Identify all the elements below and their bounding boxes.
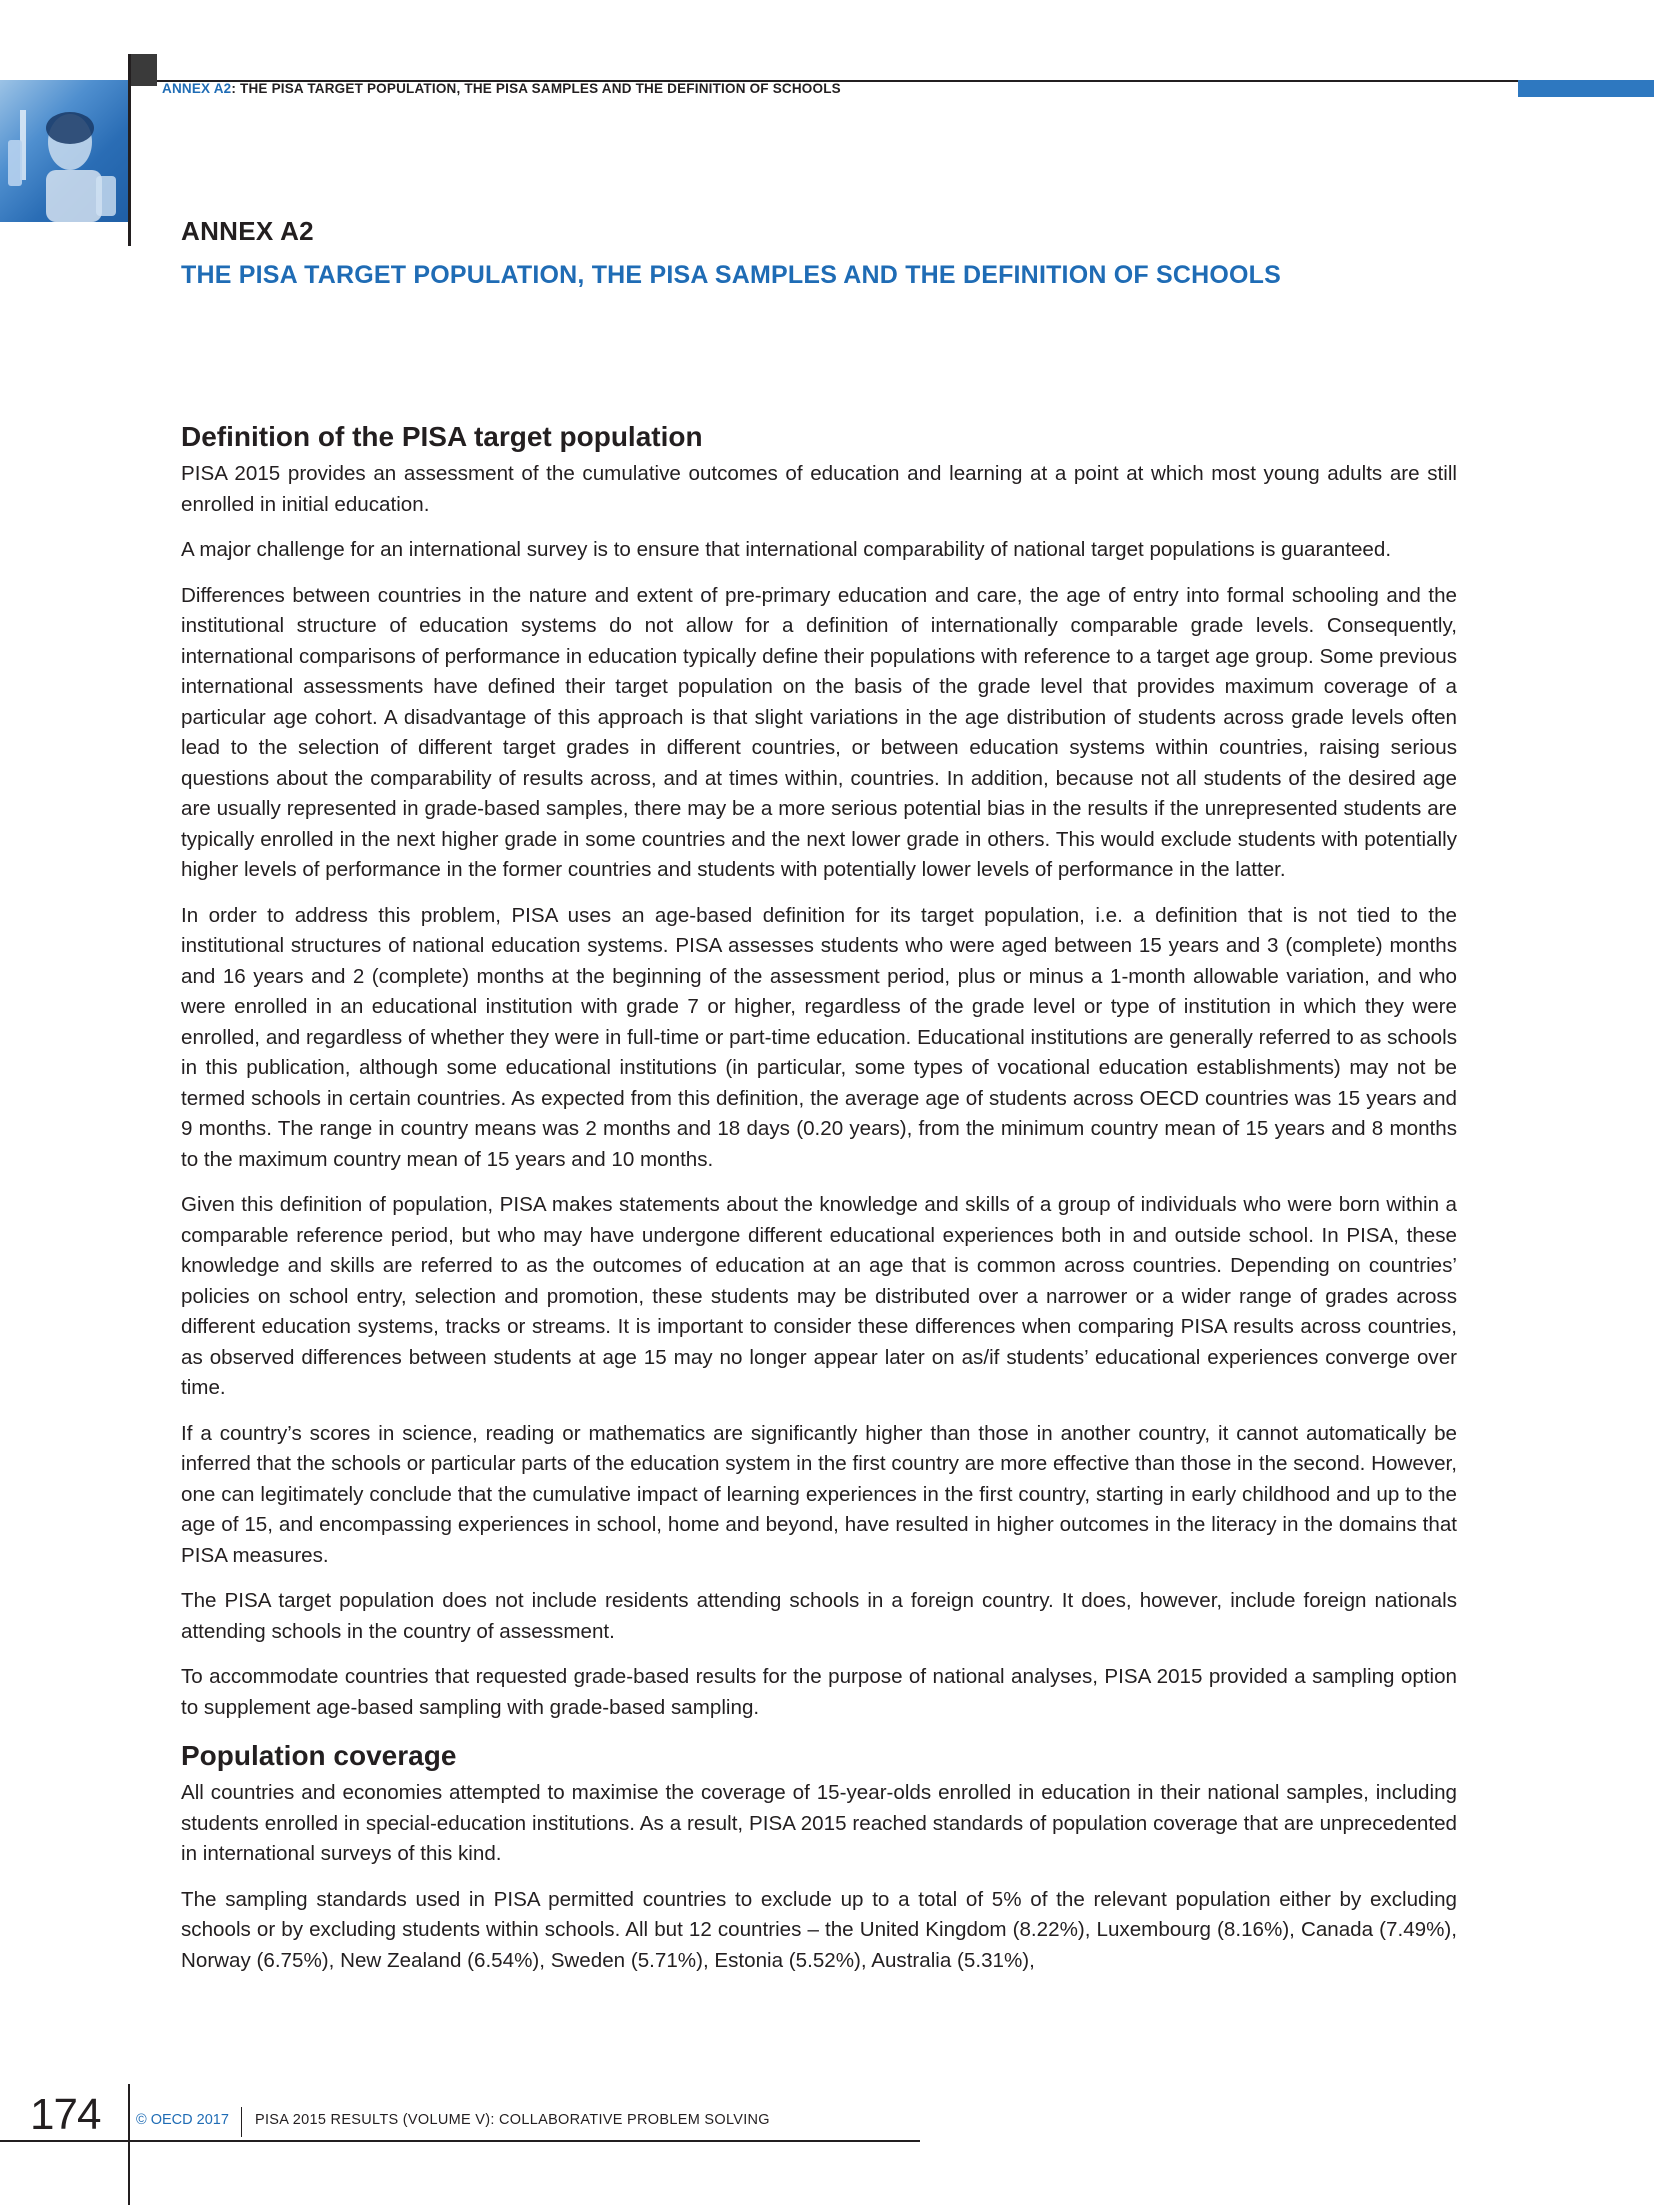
footer-horizontal-rule [0,2140,920,2142]
footer-separator [241,2107,242,2137]
paragraph: The PISA target population does not include residents attending schools in a foreign country. It does, however, include foreign nationals attending schools in the country of assessment. [181,1589,1457,1643]
paragraph: To accommodate countries that requested grade-based results for the purpose of national analyses, PISA 2015 provided a sampling option to supplement age-based sampling with grade-based sampling. [181,1665,1457,1719]
page-number: 174 [30,2090,101,2139]
footer-copyright: © OECD 2017 [136,2112,229,2128]
paragraph: Given this definition of population, PISA makes statements about the knowledge and skills of a group of individuals who were born within a comparable reference period, but who may have undergone different educational experiences both in and outside school. In PISA, these knowledge and skills are referred to as the outcomes of education at an age that is common across countries. Depending on countries’ policies on school entry, selection and promotion, these students may be distributed over a narrower or a wider range of grades across different education systems, tracks or streams. It is important to consider these differences when comparing PISA results across countries, as observed differences between students at age 15 may no longer appear later on as/if students’ educational experiences converge over time. [181,1193,1457,1399]
header-photo [0,80,128,222]
paragraph: A major challenge for an international survey is to ensure that international comparability of national target populations is guaranteed. [181,538,1392,561]
paragraph: All countries and economies attempted to maximise the coverage of 15-year-olds enrolled in education in their national samples, including students enrolled in special-education institutions. As a result, PISA 2015 reached standards of population coverage that are unprecedented in international surveys of this kind. [181,1781,1457,1865]
body-content [181,419,1457,1991]
paragraph: If a country’s scores in science, reading or mathematics are significantly higher than those in another country, it cannot automatically be inferred that the schools or particular parts of the education system in the first country are more effective than those in the second. However, one can legitimately conclude that the cumulative impact of learning experiences in the first country, starting in early childhood and up to the age of 15, and encompassing experiences in school, home and beyond, have resulted in higher outcomes in the literacy in the domains that PISA measures. [181,1421,1457,1567]
paragraph: In order to address this problem, PISA uses an age-based definition for its target population, i.e. a definition that is not tied to the institutional structures of national education systems. PISA assesses students who were aged between 15 years and 3 (complete) months and 16 years and 2 (complete) months at the beginning of the assessment period, plus or minus a 1-month allowable variation, and who were enrolled in an educational institution with grade 7 or higher, regardless of the grade level or type of institution in which they were enrolled, and regardless of whether they were in full-time or part-time education. Educational institutions are generally referred to as schools in this publication, although some educational institutions (in particular, some types of vocational education establishments) may not be termed schools in certain countries. As expected from this definition, the average age of students across OECD countries was 15 years and 9 months. The range in country means was 2 months and 18 days (0.20 years), from the minimum country mean of 15 years and 8 months to the maximum country mean of 15 years and 10 months. [181,903,1457,1171]
paragraph: Differences between countries in the nature and extent of pre-primary education and care, the age of entry into formal schooling and the institutional structure of education systems do not allow for a definition of internationally comparable grade levels. Consequently, international comparisons of performance in education typically define their populations with reference to a target age group. Some previous international assessments have defined their target population on the basis of the grade level that provides maximum coverage of a particular age cohort. A disadvantage of this approach is that slight variations in the age distribution of students across grade levels often lead to the selection of different target grades in different countries, or between education systems within countries, raising serious questions about the comparability of results across, and at times within, countries. In addition, because not all students of the desired age are usually represented in grade-based samples, there may be a more serious potential bias in the results if the unrepresented students are typically enrolled in the next higher grade in some countries and the next lower grade in others. This would exclude students with potentially higher levels of performance in the former countries and students with potentially lower levels of performance in the latter. [181,583,1457,881]
section-heading-population-coverage: Population coverage [181,1740,457,1771]
header-dark-block [131,54,157,86]
running-head-annex: ANNEX A2 [162,81,232,96]
footer-publication-title: PISA 2015 RESULTS (VOLUME V): COLLABORATIVE PROBLEM SOLVING [255,2112,770,2128]
running-head-title: : THE PISA TARGET POPULATION, THE PISA SAMPLES AND THE DEFINITION OF SCHOOLS [231,81,841,96]
footer-vertical-rule [128,2084,130,2205]
annex-label: ANNEX A2 [181,216,314,246]
scientist-image [0,80,128,222]
header-blue-bar [1518,80,1654,97]
paragraph: The sampling standards used in PISA permitted countries to exclude up to a total of 5% of the relevant population either by excluding schools or by excluding students within schools. All but 12 countries – the United Kingdom (8.22%), Luxembourg (8.16%), Canada (7.49%), Norway (6.75%), New Zealand (6.54%), Sweden (5.71%), Estonia (5.52%), Australia (5.31%), [181,1887,1457,1972]
paragraph: PISA 2015 provides an assessment of the cumulative outcomes of education and learning at a point at which most young adults are still enrolled in initial education. [181,462,1457,516]
section-heading-target-population: Definition of the PISA target population [181,421,703,452]
running-head [162,80,841,98]
annex-title: THE PISA TARGET POPULATION, THE PISA SAMPLES AND THE DEFINITION OF SCHOOLS [181,261,1282,289]
